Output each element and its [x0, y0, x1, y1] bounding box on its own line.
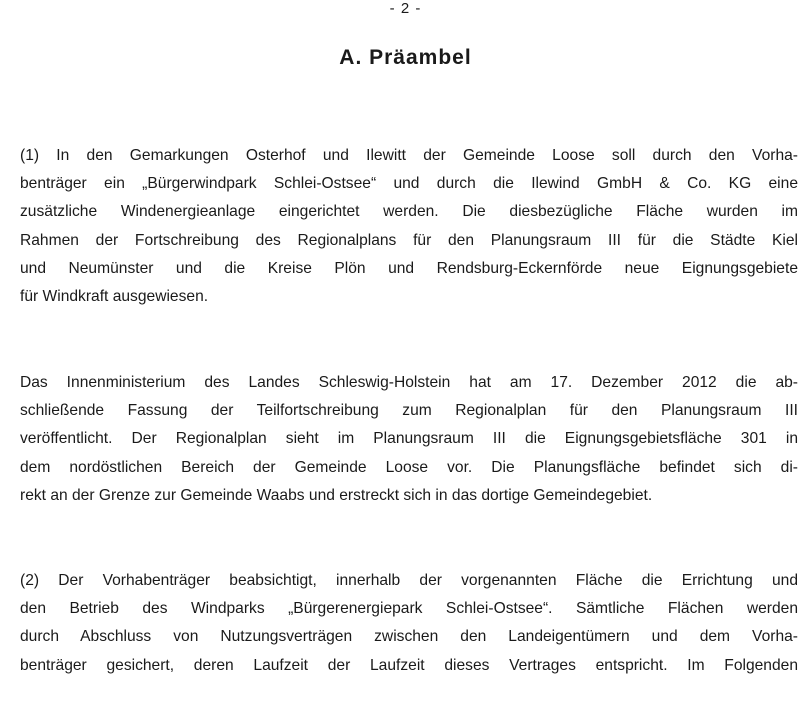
- paragraph-2: [20, 369, 798, 510]
- text-line: den Betrieb des Windparks „Bürgerenergiepark Schlei-Ostsee“. Sämtliche Flächen werden: [20, 600, 798, 618]
- text-line: benträger ein „Bürgerwindpark Schlei-Ostsee“ und durch die Ilewind GmbH & Co. KG eine: [20, 175, 798, 193]
- page-number: - 2 -: [389, 0, 422, 17]
- text-line: (1) In den Gemarkungen Osterhof und Ilewitt der Gemeinde Loose soll durch den Vorha-: [20, 147, 798, 164]
- text-line: durch Abschluss von Nutzungsverträgen zwischen den Landeigentümern und dem Vorha-: [20, 628, 798, 646]
- text-line: (2) Der Vorhabenträger beabsichtigt, innerhalb der vorgenannten Fläche die Errichtung und: [20, 572, 798, 589]
- paragraph-3: [20, 567, 798, 680]
- text-line: für Windkraft ausgewiesen.: [20, 288, 209, 306]
- text-line: Rahmen der Fortschreibung des Regionalplans für den Planungsraum III für die Städte Kiel: [20, 231, 798, 249]
- text-line: rekt an der Grenze zur Gemeinde Waabs und erstreckt sich in das dortige Gemeindegebiet.: [20, 486, 653, 504]
- text-line: veröffentlicht. Der Regionalplan sieht im Planungsraum III die Eignungsgebietsfläche 301 in: [20, 430, 798, 448]
- section-heading: A. Präambel: [339, 46, 472, 69]
- text-line: dem nordöstlichen Bereich der Gemeinde Loose vor. Die Planungsfläche befindet sich di-: [20, 458, 798, 476]
- text-line: schließende Fassung der Teilfortschreibung zum Regionalplan für den Planungsraum III: [20, 402, 798, 420]
- paragraph-1: [20, 142, 798, 311]
- text-line: zusätzliche Windenergieanlage eingerichtet werden. Die diesbezügliche Fläche wurden im: [20, 203, 798, 221]
- text-line: Das Innenministerium des Landes Schleswig-Holstein hat am 17. Dezember 2012 die ab-: [20, 374, 798, 391]
- text-line: benträger gesichert, deren Laufzeit der Laufzeit dieses Vertrages entspricht. Im Folgenden: [20, 656, 798, 674]
- text-line: und Neumünster und die Kreise Plön und Rendsburg-Eckernförde neue Eignungsgebiete: [20, 259, 798, 277]
